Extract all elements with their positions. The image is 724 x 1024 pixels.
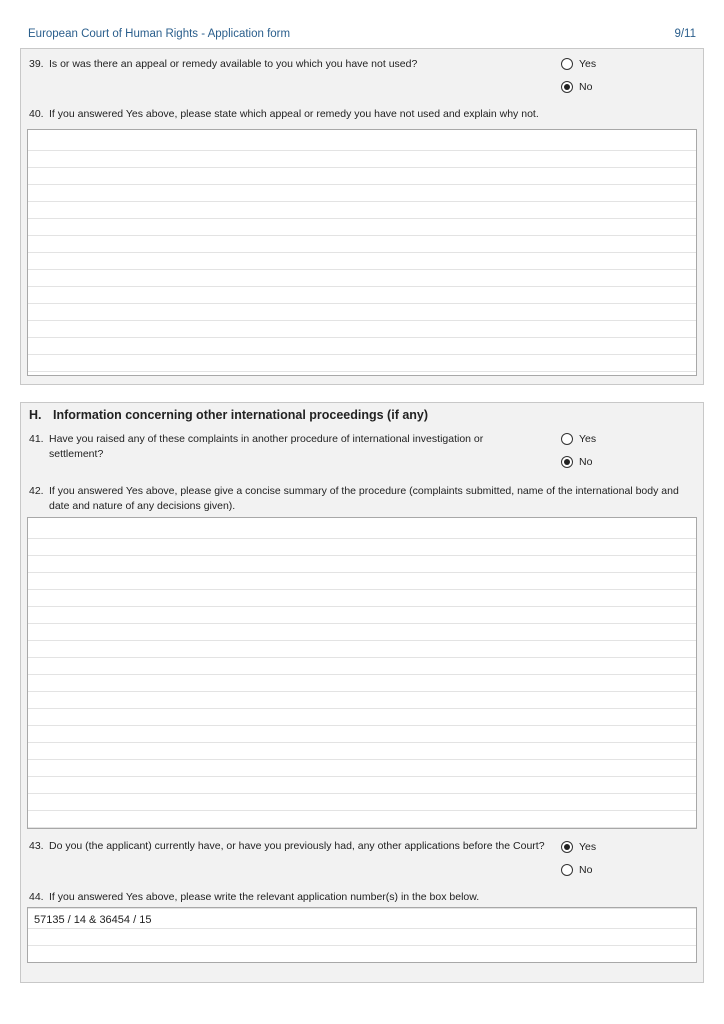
q43-no-radio[interactable] <box>561 864 573 876</box>
q43-yes-option[interactable] <box>561 841 596 853</box>
q44-answer-box[interactable] <box>27 907 697 963</box>
question-41-text: Have you raised any of these complaints in another procedure of international investigation or settlement? <box>49 433 484 460</box>
q44-answer-text: 57135 / 14 & 36454 / 15 <box>34 914 152 926</box>
q41-yes-option[interactable] <box>561 433 596 445</box>
q41-no-option[interactable] <box>561 456 592 468</box>
q42-answer-box[interactable] <box>27 517 697 829</box>
question-44 <box>29 890 701 905</box>
q43-yes-radio[interactable] <box>561 841 573 853</box>
q39-no-radio[interactable] <box>561 81 573 93</box>
question-44-text: If you answered Yes above, please write the relevant application number(s) in the box below. <box>49 891 480 903</box>
q39-yes-radio[interactable] <box>561 58 573 70</box>
q43-no-option[interactable] <box>561 864 592 876</box>
q39-no-option[interactable] <box>561 81 592 93</box>
question-42-number: 42. <box>29 485 44 497</box>
question-41 <box>29 432 519 462</box>
section-h-panel <box>20 402 704 983</box>
question-40-text: If you answered Yes above, please state which appeal or remedy you have not used and explain why not. <box>49 108 539 120</box>
question-40-number: 40. <box>29 108 44 120</box>
question-39-text: Is or was there an appeal or remedy available to you which you have not used? <box>49 58 418 70</box>
section-h-letter: H. <box>29 408 42 422</box>
question-39-number: 39. <box>29 58 44 70</box>
q43-yes-label: Yes <box>579 841 597 853</box>
question-43-number: 43. <box>29 840 44 852</box>
q39-yes-option[interactable] <box>561 58 596 70</box>
section-h-heading <box>29 408 428 422</box>
q39-no-label: No <box>579 81 593 93</box>
question-42-text: If you answered Yes above, please give a concise summary of the procedure (complaints submitted, name of the international body and date and nature of any decisions given). <box>49 485 679 512</box>
question-43-text: Do you (the applicant) currently have, or have you previously had, any other applications before the Court? <box>49 840 545 852</box>
section-h-title: Information concerning other international proceedings (if any) <box>53 408 429 422</box>
q43-no-label: No <box>579 864 593 876</box>
page-number: 9/11 <box>674 28 696 40</box>
question-39 <box>29 57 549 72</box>
section-g-continued-panel <box>20 48 704 385</box>
question-44-number: 44. <box>29 891 44 903</box>
q40-answer-box[interactable] <box>27 129 697 376</box>
q41-no-label: No <box>579 456 593 468</box>
q41-yes-radio[interactable] <box>561 433 573 445</box>
q41-yes-label: Yes <box>579 433 597 445</box>
form-header-title: European Court of Human Rights - Application form <box>28 28 291 40</box>
q39-yes-label: Yes <box>579 58 597 70</box>
question-43 <box>29 839 549 854</box>
question-41-number: 41. <box>29 433 44 445</box>
q41-no-radio[interactable] <box>561 456 573 468</box>
question-40 <box>29 107 699 122</box>
question-42 <box>29 484 701 514</box>
